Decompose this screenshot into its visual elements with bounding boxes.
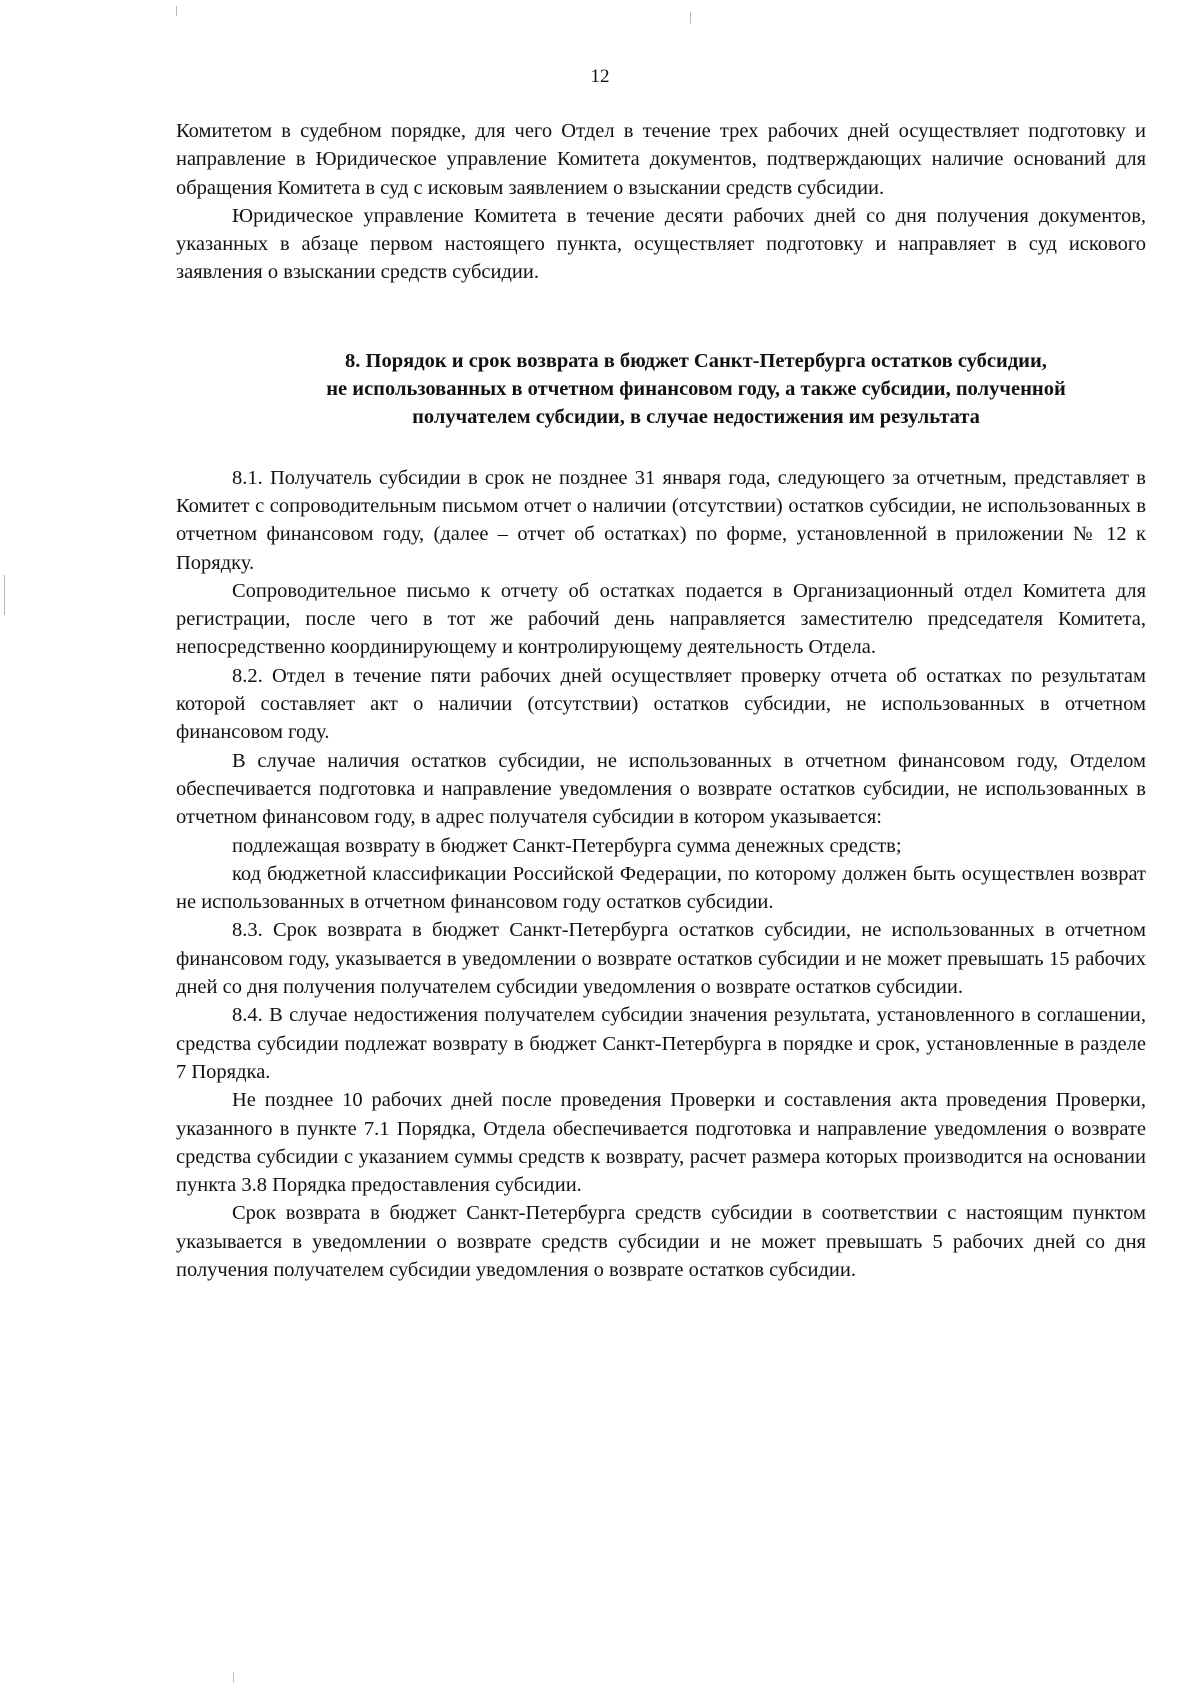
paragraph: Комитетом в судебном порядке, для чего Отдел в течение трех рабочих дней осуществляет подготовку и направление в Юридическое управление Комитета документов, подтверждающих наличие оснований для обращения Комитета в суд с исковым заявлением о взыскании средств субсидии. xyxy=(176,120,1146,199)
section-heading-line: 8. Порядок и срок возврата в бюджет Санкт-Петербурга остатков субсидии, xyxy=(345,349,1047,372)
scan-artifact xyxy=(690,12,691,24)
paragraph: В случае наличия остатков субсидии, не использованных в отчетном финансовом году, Отделом обеспечивается подготовка и направление уведомления о возврате остатков субсидии, не использованных в отчетном финансовом году, в адрес получателя субсидии в котором указывается: xyxy=(176,749,1146,829)
scan-artifact xyxy=(176,6,177,16)
paragraph: Не позднее 10 рабочих дней после проведения Проверки и составления акта проведения Проверки, указанного в пункте 7.1 Порядка, Отдела обеспечивается подготовка и направление уведомления о возврате средства субсидии с указанием суммы средств к возврату, расчет размера которых производится на основании пункта 3.8 Порядка предоставления субсидии. xyxy=(176,1089,1146,1197)
paragraph: Сопроводительное письмо к отчету об остатках подается в Организационный отдел Комитета для регистрации, после чего в тот же рабочий день направляется заместителю председателя Комитета, непосредственно координирующему и контролирующему деятельность Отдела. xyxy=(176,579,1146,659)
page-number: 12 xyxy=(590,66,610,87)
paragraph: Юридическое управление Комитета в течение десяти рабочих дней со дня получения документов, указанных в абзаце первом настоящего пункта, осуществляет подготовку и направляет в суд искового заявления о взыскании средств субсидии. xyxy=(176,204,1146,284)
paragraph: код бюджетной классификации Российской Федерации, по которому должен быть осуществлен возврат не использованных в отчетном финансовом году остатков субсидии. xyxy=(176,862,1146,914)
scan-artifact xyxy=(233,1672,234,1682)
scan-artifact xyxy=(4,575,5,615)
paragraph-8-3: 8.3. Срок возврата в бюджет Санкт-Петербурга остатков субсидии, не использованных в отчетном финансовом году, указывается в уведомлении о возврате остатков субсидии и не может превышать 15 рабочих дней со дня получения получателем субсидии уведомления о возврате остатков субсидии. xyxy=(176,919,1146,999)
section-heading xyxy=(176,347,1146,432)
paragraph: Срок возврата в бюджет Санкт-Петербурга средств субсидии в соответствии с настоящим пунктом указывается в уведомлении о возврате средств субсидии и не может превышать 5 рабочих дней со дня получения получателем субсидии уведомления о возврате остатков субсидии. xyxy=(176,1202,1146,1281)
paragraph-8-1: 8.1. Получатель субсидии в срок не позднее 31 января года, следующего за отчетным, представляет в Комитет с сопроводительным письмом отчет о наличии (отсутствии) остатков субсидии, не использованных в отчетном финансовом году, (далее – отчет об остатках) по форме, установленной в приложении № 12 к Порядку. xyxy=(176,466,1146,574)
paragraph-8-2: 8.2. Отдел в течение пяти рабочих дней осуществляет проверку отчета об остатках по результатам которой составляет акт о наличии (отсутствии) остатков субсидии, не использованных в отчетном финансовом году. xyxy=(176,664,1146,744)
paragraph: подлежащая возврату в бюджет Санкт-Петербурга сумма денежных средств; xyxy=(232,834,902,857)
document-body xyxy=(176,117,1146,1284)
section-heading-line: получателем субсидии, в случае недостижения им результата xyxy=(412,406,980,429)
paragraph-8-4: 8.4. В случае недостижения получателем субсидии значения результата, установленного в соглашении, средства субсидии подлежат возврату в бюджет Санкт-Петербурга в порядке и срок, установленные в разделе 7 Порядка. xyxy=(176,1004,1146,1083)
section-heading-line: не использованных в отчетном финансовом году, а также субсидии, полученной xyxy=(326,378,1066,401)
